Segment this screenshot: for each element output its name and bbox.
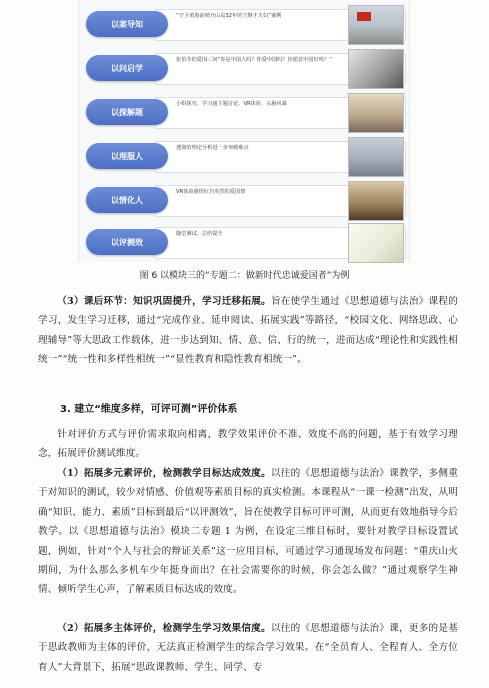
step-label: 以评测效 [86,229,168,255]
paragraph-body: 针对评价方式与评价需求取向相离，教学效果评价不准、效度不高的问题，基于有效学习理念，拓展评价测试维度。 [38,429,458,460]
figure-row [78,92,408,132]
paragraph-intro [38,425,458,464]
portrait-thumbnail [348,49,404,89]
step-label: 以情化人 [86,187,168,213]
flag-icon [357,12,371,21]
paragraph-lead: （3）课后环节：知识巩固提升，学习迁移拓展。 [57,296,271,307]
paragraph-multi-subject [38,619,458,677]
paragraph-multi-element [38,464,458,600]
figure-row [78,136,408,176]
paragraph-lead: （2）拓展多主体评价，检测学生学习效果信度。 [57,623,271,634]
paragraph-body: 以往的《思想道德与法治》课教学，多侧重于对知识的测试，较少对情感、价值观等素质目标的真实检测。本课程从“一课一检测”出发，从明确“知识、能力、素质”目标到最后“以评测效”，旨在使教学目标可评可测，从而更有效地指导今后教学。以《思想道德与法治》模块二专题 1 为例，在设定三维目标时，要针对教学目标设置试题，例如，针对“个人与社会的辩证关系”这一应用目标，可通过学习通现场发布问题：“重庆山火期间，为什么那么多机车少年挺身而出？在社会需要你的时候，你会怎么做？”通过观察学生神情、倾听学生心声，了解素质目标达成的效度。 [38,468,458,596]
step-description: VR体验感悟红岩英烈的爱国情 [176,189,246,195]
teaching-flow-figure [78,0,408,262]
paragraph-after-class [38,292,458,370]
vr-photo-thumbnail [348,181,404,221]
classroom-photo-thumbnail [348,93,404,133]
step-label: 以案导知 [86,11,168,37]
photo-thumbnail [348,5,404,45]
step-description: “守卫黄海前哨开山岛32年的王继才夫妇”案例 [176,13,282,19]
figure-row [78,48,408,88]
paragraph-lead: （1）拓展多元素评价，检测教学目标达成效度。 [57,468,271,479]
step-description: 小组探究、学习通主题讨论、VR体验、头脑风暴 [176,101,287,107]
step-label: 以问启学 [86,55,168,81]
paragraph-body: 旨在使学生通过《思想道德与法治》课程的学习，发生学习迁移，通过“完成作业、延申阅读、拓展实践”等路径，“校园文化、网络思政、心理辅导”等大思政工作载体，进一步达到知、情、意、信、行的统一，进而达成“理论性和实践性相统一”“统一性和多样性相统一”“显性教育和隐性教育相统一”。 [38,296,458,366]
figure-caption: 图 6 以模块三的“专题二：做新时代忠诚爱国者”为例 [139,271,350,281]
section-heading: 3. 建立“维度多样，可评可测”评价体系 [60,404,238,415]
step-description: 透彻的理论分析进一步突破难点 [176,145,249,151]
step-description: 张伯苓的爱国三问“你是中国人吗？你爱中国吗？你愿意中国好吗？” [176,57,332,63]
step-label: 以理服人 [86,143,168,169]
figure-row [78,222,408,262]
figure-row [78,4,408,44]
paragraph-body: 以往的《思想道德与法治》课，更多的是基于思政教师为主体的评价，无法真正检测学生的综合学习效果。在“全员育人、全程育人、全方位育人”大背景下，拓展“思政课教师、学生、同学、专 [38,623,458,673]
step-label: 以探解题 [86,99,168,125]
step-description: 随堂测试，总结提升 [176,231,223,237]
quiz-screenshot-thumbnail [348,223,404,263]
lecture-photo-thumbnail [348,137,404,177]
figure-row [78,180,408,220]
